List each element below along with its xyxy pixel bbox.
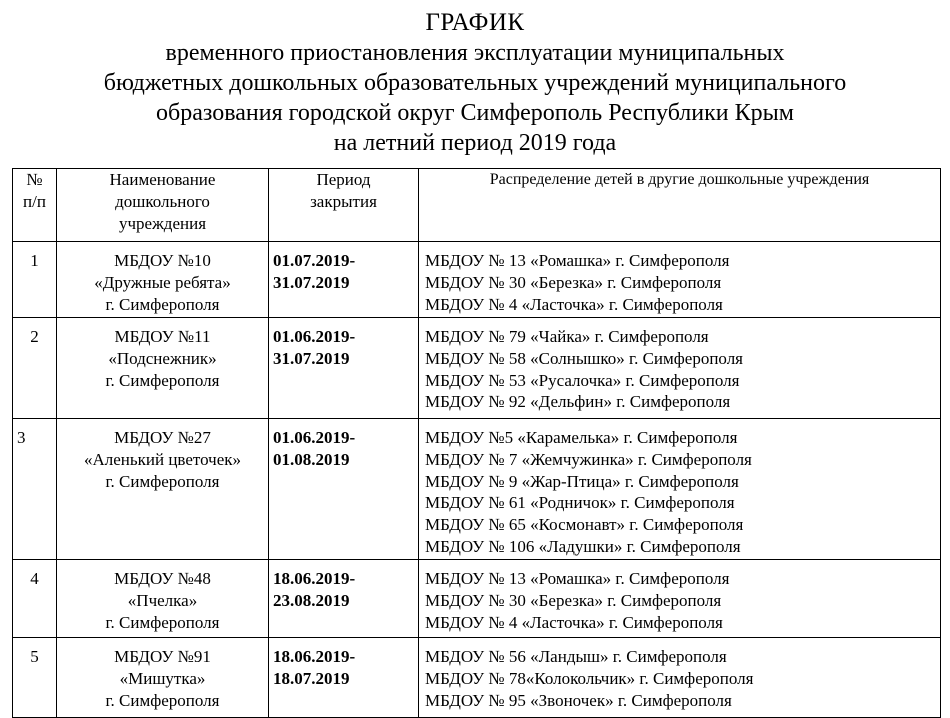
closure-period-line: 01.07.2019-	[273, 251, 356, 270]
closure-period	[269, 638, 419, 718]
institution-name-line: «Мишутка»	[119, 668, 206, 688]
institution-name	[57, 318, 269, 419]
row-number: 3	[13, 419, 57, 560]
header-cell-name	[57, 169, 269, 242]
table-row	[13, 419, 941, 560]
institution-name	[57, 560, 269, 638]
institution-name-line: «Подснежник»	[108, 348, 217, 368]
institution-name-line: МБДОУ №10	[114, 251, 211, 270]
closure-period	[269, 318, 419, 419]
header-cell-line: п/п	[23, 191, 46, 211]
institution-name	[57, 419, 269, 560]
distribution-list	[419, 560, 941, 638]
closure-period-line: 01.08.2019	[273, 449, 350, 469]
header-cell-period	[269, 169, 419, 242]
institution-name-line: «Дружные ребята»	[94, 272, 231, 292]
table-row	[13, 242, 941, 318]
distribution-item: МБДОУ № 30 «Березка» г. Симферополя	[425, 590, 722, 610]
header-cell-line: Распределение детей в другие дошкольные учреждения	[489, 171, 870, 188]
institution-name-line: г. Симферополя	[105, 471, 220, 491]
header-cell-line: учреждения	[118, 213, 207, 233]
institution-name	[57, 242, 269, 318]
header-cell-line: Наименование	[109, 170, 216, 189]
row-number: 1	[13, 242, 57, 318]
distribution-item: МБДОУ № 79 «Чайка» г. Симферополя	[425, 327, 709, 346]
header-cell-line: №	[26, 170, 43, 189]
distribution-item: МБДОУ № 13 «Ромашка» г. Симферополя	[425, 569, 730, 588]
closure-period-line: 01.06.2019-	[273, 428, 356, 447]
document-subtitle-line-2: бюджетных дошкольных образовательных учреждений муниципального	[103, 70, 847, 96]
institution-name-line: МБДОУ №48	[114, 569, 211, 588]
institution-name-line: г. Симферополя	[105, 612, 220, 632]
distribution-list	[419, 242, 941, 318]
institution-name-line: г. Симферополя	[105, 370, 220, 390]
distribution-item: МБДОУ № 4 «Ласточка» г. Симферополя	[425, 612, 723, 632]
institution-name-line: г. Симферополя	[105, 690, 220, 710]
header-cell-line: Период	[316, 170, 371, 189]
institution-name-line: МБДОУ №11	[114, 327, 211, 346]
distribution-item: МБДОУ № 95 «Звоночек» г. Симферополя	[425, 690, 732, 710]
distribution-list	[419, 318, 941, 419]
header-cell-line: закрытия	[310, 191, 377, 211]
closure-period-line: 18.06.2019-	[273, 647, 356, 666]
distribution-item: МБДОУ № 13 «Ромашка» г. Симферополя	[425, 251, 730, 270]
document-title: ГРАФИК	[425, 9, 525, 36]
institution-name-line: МБДОУ №91	[114, 647, 211, 666]
header-cell-distribution	[419, 169, 941, 242]
closure-period	[269, 242, 419, 318]
closure-period-line: 31.07.2019	[273, 272, 350, 292]
distribution-item: МБДОУ № 92 «Дельфин» г. Симферополя	[425, 392, 731, 412]
distribution-item: МБДОУ № 9 «Жар-Птица» г. Симферополя	[425, 471, 739, 491]
institution-name-line: г. Симферополя	[105, 294, 220, 314]
institution-name	[57, 638, 269, 718]
table-row	[13, 318, 941, 419]
closure-period-line: 23.08.2019	[273, 590, 350, 610]
row-number: 4	[13, 560, 57, 638]
header-cell-line: дошкольного	[115, 191, 210, 211]
table-row	[13, 560, 941, 638]
distribution-item: МБДОУ № 65 «Космонавт» г. Симферополя	[425, 515, 744, 535]
distribution-list	[419, 419, 941, 560]
institution-name-line: «Аленький цветочек»	[83, 449, 242, 469]
header-cell-number	[13, 169, 57, 242]
distribution-item: МБДОУ № 106 «Ладушки» г. Симферополя	[425, 536, 741, 556]
closure-period-line: 01.06.2019-	[273, 327, 356, 346]
row-number: 5	[13, 638, 57, 718]
distribution-item: МБДОУ № 53 «Русалочка» г. Симферополя	[425, 370, 740, 390]
closure-period-line: 18.07.2019	[273, 668, 350, 688]
distribution-item: МБДОУ № 78«Колокольчик» г. Симферополя	[425, 668, 754, 688]
table-row	[13, 638, 941, 718]
closure-period	[269, 419, 419, 560]
document-subtitle-line-3: образования городской округ Симферополь Республики Крым	[156, 100, 794, 126]
closure-period-line: 31.07.2019	[273, 348, 350, 368]
row-number: 2	[13, 318, 57, 419]
institution-name-line: «Пчелка»	[127, 590, 198, 610]
document-subtitle-line-1: временного приостановления эксплуатации муниципальных	[165, 40, 785, 66]
document-subtitle-line-4: на летний период 2019 года	[333, 130, 617, 156]
closure-period	[269, 560, 419, 638]
distribution-item: МБДОУ № 56 «Ландыш» г. Симферополя	[425, 647, 727, 666]
distribution-list	[419, 638, 941, 718]
closure-period-line: 18.06.2019-	[273, 569, 356, 588]
distribution-item: МБДОУ № 7 «Жемчужинка» г. Симферополя	[425, 449, 752, 469]
distribution-item: МБДОУ № 30 «Березка» г. Симферополя	[425, 272, 722, 292]
distribution-item: МБДОУ № 61 «Родничок» г. Симферополя	[425, 493, 735, 513]
table-header-row	[13, 169, 941, 242]
distribution-item: МБДОУ № 58 «Солнышко» г. Симферополя	[425, 348, 743, 368]
document-title-block	[0, 8, 950, 158]
distribution-item: МБДОУ № 4 «Ласточка» г. Симферополя	[425, 294, 723, 314]
distribution-item: МБДОУ №5 «Карамелька» г. Симферополя	[425, 428, 738, 447]
schedule-table	[12, 168, 941, 718]
institution-name-line: МБДОУ №27	[114, 428, 211, 447]
